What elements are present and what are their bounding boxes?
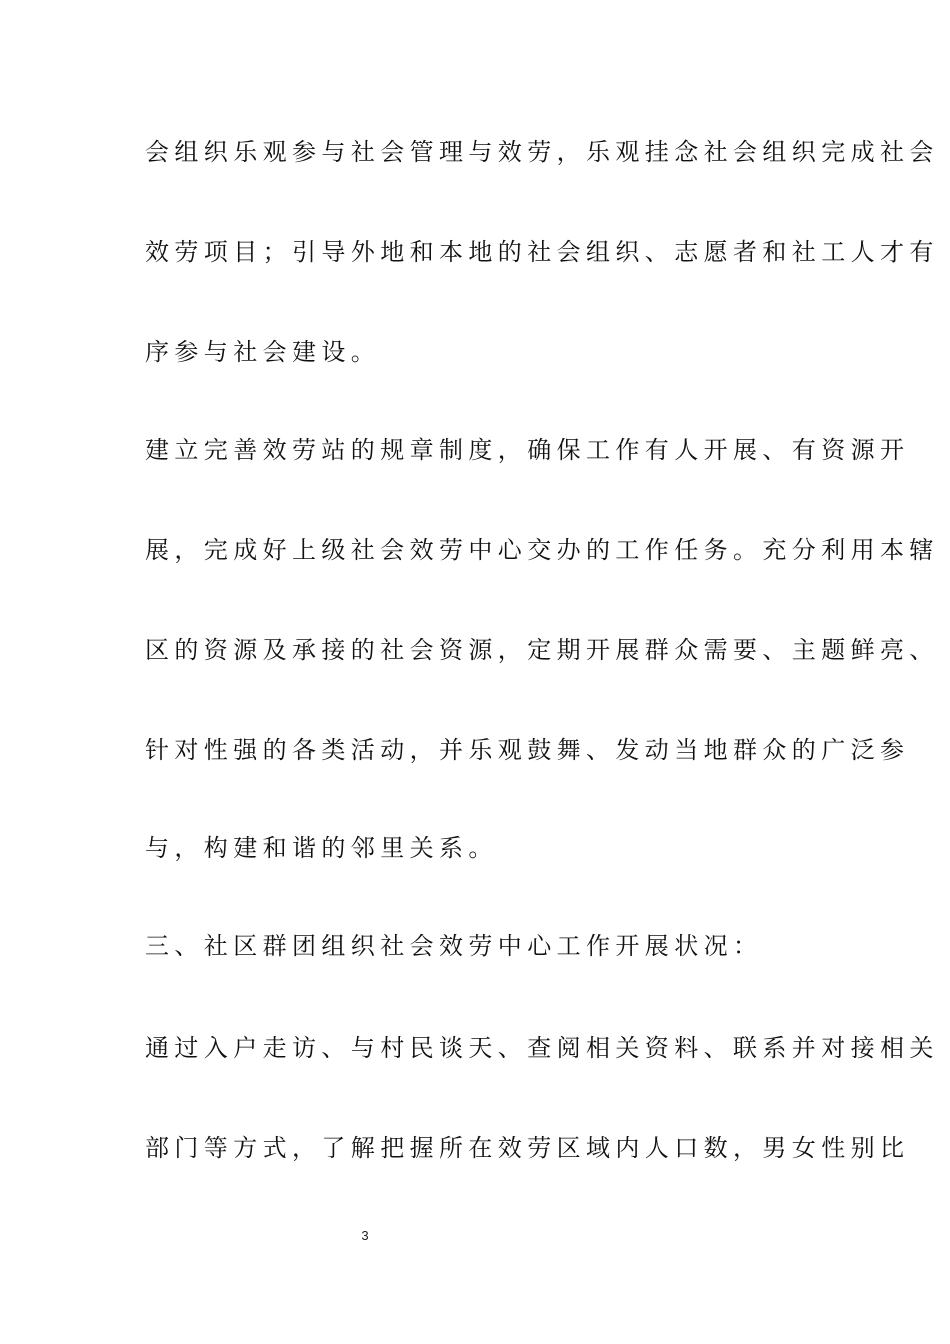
text-line: 会组织乐观参与社会管理与效劳，乐观挂念社会组织完成社会 xyxy=(145,138,939,166)
page-number: 3 xyxy=(361,1228,369,1243)
text-line: 与，构建和谐的邻里关系。 xyxy=(145,834,498,862)
text-line: 展，完成好上级社会效劳中心交办的工作任务。充分利用本辖 xyxy=(145,536,939,564)
text-line: 区的资源及承接的社会资源，定期开展群众需要、主题鲜亮、 xyxy=(145,636,939,664)
text-line: 部门等方式，了解把握所在效劳区域内人口数，男女性别比 xyxy=(145,1134,910,1162)
text-line: 序参与社会建设。 xyxy=(145,338,381,366)
text-line: 通过入户走访、与村民谈天、查阅相关资料、联系并对接相关 xyxy=(145,1034,939,1062)
text-line: 效劳项目；引导外地和本地的社会组织、志愿者和社工人才有 xyxy=(145,238,939,266)
section-heading: 三、社区群团组织社会效劳中心工作开展状况： xyxy=(145,932,763,960)
text-line: 针对性强的各类活动，并乐观鼓舞、发动当地群众的广泛参 xyxy=(145,736,910,764)
text-line: 建立完善效劳站的规章制度，确保工作有人开展、有资源开 xyxy=(145,436,910,464)
